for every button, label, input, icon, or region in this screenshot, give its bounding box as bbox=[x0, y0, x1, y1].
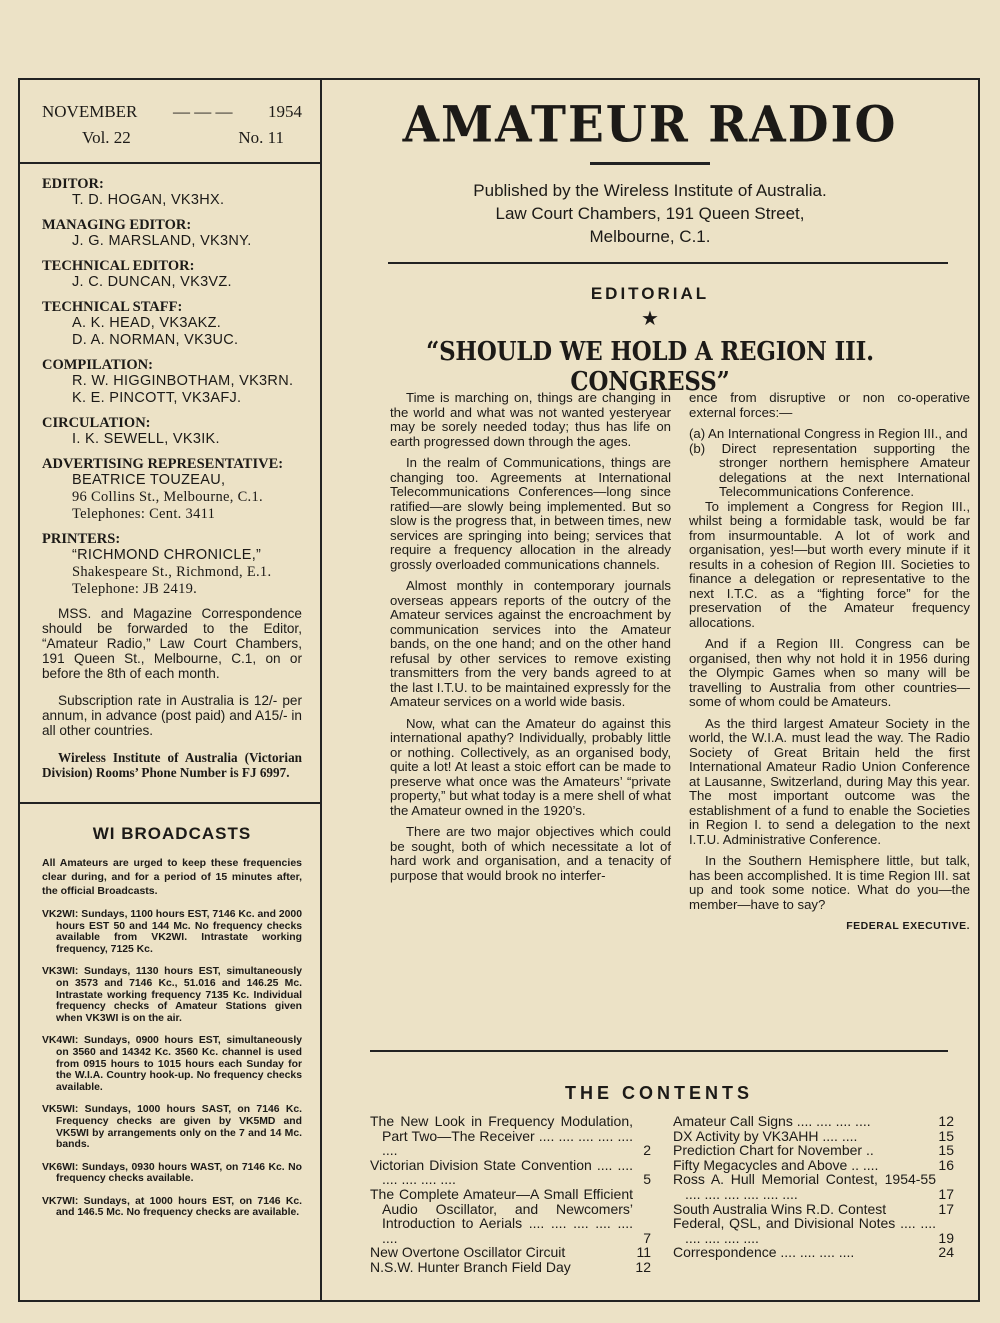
contents-item-page: 12 bbox=[938, 1113, 954, 1129]
editorial-paragraph: And if a Region III. Congress can be organised, then why not hold it in 1956 during the Olympic Games when so many will be travelling to Australia from other countries—some of whom could be Amateurs. bbox=[689, 636, 970, 709]
volume-number: Vol. 22 bbox=[82, 128, 131, 147]
issue-date bbox=[42, 102, 302, 122]
contents-item-title: The New Look in Frequency Modulation, Part Two—The Receiver .... .... .... .... .... .... bbox=[370, 1113, 633, 1159]
editorial-paragraph: Time is marching on, things are changing in the world and what was not wanted yesteryear may be sorely needed today; thus has life on earth progressed down through the ages. bbox=[390, 390, 671, 449]
staff-name: K. E. PINCOTT, VK3AFJ. bbox=[72, 390, 242, 406]
contents-right-column bbox=[673, 1114, 954, 1275]
contents-item-page: 2 bbox=[643, 1142, 651, 1159]
staff-name: A. K. HEAD, VK3AKZ. bbox=[72, 315, 222, 331]
broadcast-item: VK6WI: Sundays, 0930 hours WAST, on 7146 Kc. No frequency checks available. bbox=[42, 1161, 302, 1185]
contents-left-column bbox=[370, 1114, 651, 1275]
contents-item bbox=[673, 1129, 954, 1144]
mss-notice: MSS. and Magazine Correspondence should be forwarded to the Editor, “Amateur Radio,” Law Court Chambers, 191 Queen St., Melbourne, C.1, on or before the 8th of each month. bbox=[42, 606, 302, 681]
contents-item bbox=[370, 1114, 651, 1158]
contents-item-page: 17 bbox=[938, 1200, 954, 1217]
masthead-info-column bbox=[20, 80, 322, 1300]
subscription-notice: Subscription rate in Australia is 12/- per annum, in advance (post paid) and A15/- in all other countries. bbox=[42, 693, 302, 738]
publisher-info bbox=[322, 179, 978, 248]
editorial-column-1 bbox=[390, 391, 671, 934]
staff-name: “RICHMOND CHRONICLE,” bbox=[72, 547, 262, 563]
staff-name: 96 Collins St., Melbourne, C.1. bbox=[72, 489, 263, 505]
divider bbox=[388, 262, 948, 264]
staff-name: J. G. MARSLAND, VK3NY. bbox=[72, 233, 252, 249]
phone-notice: Wireless Institute of Australia (Victorian Division) Rooms’ Phone Number is FJ 6997. bbox=[42, 750, 302, 780]
contents-item-page: 15 bbox=[938, 1142, 954, 1159]
editorial-paragraph: There are two major objectives which could be sought, both of which necessitate a lot of hard work and organisation, and a tenacity of purpose that would brook no interfer- bbox=[390, 824, 671, 883]
staff-role: TECHNICAL STAFF: bbox=[42, 299, 183, 315]
issue-dashes: — — — bbox=[172, 102, 233, 121]
contents-item-page: 19 bbox=[938, 1229, 954, 1246]
contents-item bbox=[370, 1187, 651, 1245]
staff-name: J. C. DUNCAN, VK3VZ. bbox=[72, 274, 232, 290]
editorial-column-2-body bbox=[689, 500, 970, 913]
editorial-column-2 bbox=[689, 391, 970, 934]
contents-item bbox=[673, 1245, 954, 1260]
publisher-line: Melbourne, C.1. bbox=[589, 227, 711, 246]
contents-item-title: South Australia Wins R.D. Contest bbox=[673, 1200, 887, 1217]
wi-broadcasts-note: All Amateurs are urged to keep these frequencies clear during, and for a period of 15 minutes after, the official Broadcasts. bbox=[42, 857, 302, 897]
contents-item-page: 11 bbox=[636, 1244, 651, 1261]
divider bbox=[370, 1050, 948, 1052]
staff-name: R. W. HIGGINBOTHAM, VK3RN. bbox=[72, 373, 294, 389]
contents-item-page: 17 bbox=[938, 1185, 954, 1202]
contents-item-page: 15 bbox=[938, 1127, 954, 1144]
staff-name: T. D. HOGAN, VK3HX. bbox=[72, 192, 225, 208]
editorial-paragraph: Almost monthly in contemporary journals overseas appears reports of the outcry of the Amateur services against the encroachment by communication services into the Amateur bands, on the one hand; and on the other hand refusal by other services to remove existing transmitters from the very bands agreed to at the last I.T.U. to be maintained expressly for the Amateur services on a world wide basis. bbox=[390, 578, 671, 709]
contents-item bbox=[673, 1172, 954, 1201]
contents-item-title: Amateur Call Signs .... .... .... .... bbox=[673, 1113, 871, 1129]
contents-item-title: Prediction Chart for November .. bbox=[673, 1142, 874, 1159]
magazine-page bbox=[18, 78, 980, 1302]
divider bbox=[20, 802, 322, 804]
broadcast-item: VK2WI: Sundays, 1100 hours EST, 7146 Kc. and 2000 hours EST 50 and 144 Mc. No frequency checks available from VK2WI. Intrastate working frequency, 7125 Kc. bbox=[42, 909, 302, 955]
contents-item-page: 24 bbox=[938, 1244, 954, 1261]
contents-item-page: 12 bbox=[635, 1258, 651, 1275]
broadcast-item: VK7WI: Sundays, at 1000 hours EST, on 7146 Kc. and 146.5 Mc. No frequency checks are available. bbox=[42, 1195, 302, 1219]
editorial-list bbox=[689, 427, 970, 500]
publisher-line: Published by the Wireless Institute of Australia. bbox=[473, 181, 827, 200]
contents-item bbox=[673, 1158, 954, 1173]
wi-broadcasts-title: WI BROADCASTS bbox=[92, 824, 252, 843]
editorial-body bbox=[390, 391, 970, 934]
staff-name: I. K. SEWELL, VK3IK. bbox=[72, 431, 220, 447]
editorial-list-item: (a) An International Congress in Region III., and bbox=[689, 426, 968, 441]
staff-name: BEATRICE TOUZEAU, bbox=[72, 472, 226, 488]
editorial-paragraph: To implement a Congress for Region III., whilst being a formidable task, would be far from insurmountable. A lot of work and organisation, yes!—but worth every minute if it results in a cohesion of Region III. Societies to finance a delegation or representative to the next I.T.C. as a “fighting force” for the preservation of the Amateur frequency allocations. bbox=[689, 498, 970, 630]
divider bbox=[20, 162, 322, 164]
editorial-headline: “SHOULD WE HOLD A REGION III. CONGRESS” bbox=[426, 337, 874, 397]
contents-item-title: Ross A. Hull Memorial Contest, 1954-55 .... .... .... .... .... .... bbox=[673, 1171, 936, 1202]
issue-year: 1954 bbox=[268, 102, 302, 121]
issue-month: NOVEMBER bbox=[42, 102, 138, 121]
contents-item bbox=[673, 1216, 954, 1245]
contents-item-page: 7 bbox=[643, 1229, 651, 1246]
contents-item-title: Federal, QSL, and Divisional Notes .... .... .... .... .... .... bbox=[673, 1215, 936, 1246]
issue-volume bbox=[42, 122, 302, 148]
contents-item-title: Victorian Division State Convention .... .... .... .... .... .... bbox=[370, 1156, 633, 1188]
staff-name: Telephones: Cent. 3411 bbox=[72, 506, 216, 522]
wi-broadcast-list bbox=[42, 909, 302, 1219]
contents-item-page: 16 bbox=[938, 1156, 954, 1173]
editorial-paragraph: In the realm of Communications, things are changing too. Agreements at International Telecommunications Conferences—long since ratified—are slowly being implemented. But so slow is the progress that, in between times, new services are springing into being; services that require a frequency allocation in the already grossly overloaded communications channels. bbox=[390, 455, 671, 572]
staff-role: EDITOR: bbox=[42, 176, 104, 192]
editorial-label: EDITORIAL bbox=[590, 284, 710, 303]
contents-item-title: Fifty Megacycles and Above .. .... bbox=[673, 1156, 879, 1173]
staff-list bbox=[42, 176, 302, 598]
table-of-contents bbox=[370, 1114, 954, 1275]
staff-role: MANAGING EDITOR: bbox=[42, 217, 192, 233]
contents-item-title: The Complete Amateur—A Small Efficient Audio Oscillator, and Newcomers’ Introduction to Aerials .... .... .... .... .... .... bbox=[370, 1185, 633, 1246]
contents-title: THE CONTENTS bbox=[564, 1083, 753, 1103]
contents-item-page: 5 bbox=[643, 1171, 651, 1188]
staff-name: D. A. NORMAN, VK3UC. bbox=[72, 332, 239, 348]
contents-item-title: DX Activity by VK3AHH .... .... bbox=[673, 1127, 858, 1144]
staff-name: Shakespeare St., Richmond, E.1. bbox=[72, 564, 272, 580]
staff-name: Telephone: JB 2419. bbox=[72, 581, 198, 597]
staff-role: CIRCULATION: bbox=[42, 415, 151, 431]
main-column bbox=[322, 80, 978, 1300]
masthead-title: AMATEUR RADIO bbox=[402, 96, 898, 155]
contents-item-title: N.S.W. Hunter Branch Field Day bbox=[370, 1258, 571, 1275]
contents-item bbox=[370, 1260, 651, 1275]
staff-role: PRINTERS: bbox=[42, 531, 121, 547]
staff-role: ADVERTISING REPRESENTATIVE: bbox=[42, 456, 284, 472]
contents-item-title: Correspondence .... .... .... .... bbox=[673, 1244, 855, 1261]
contents-item bbox=[370, 1158, 651, 1187]
editorial-paragraph: As the third largest Amateur Society in the world, the W.I.A. must lead the way. The Radio Society of Great Britain held the first International Amateur Radio Union Conference at Lausanne, Switzerland, during May this year. The most important outcome was the establishment of a fund to enable the Societies in Region I. to send a delegation to the next I.T.U. Administrative Conference. bbox=[689, 715, 970, 847]
contents-item bbox=[370, 1245, 651, 1260]
staff-role: COMPILATION: bbox=[42, 357, 153, 373]
contents-item-title: New Overtone Oscillator Circuit bbox=[370, 1244, 566, 1261]
broadcast-item: VK3WI: Sundays, 1130 hours EST, simultaneously on 3573 and 7146 Kc., 51.016 and 146.25 Mc. Intrastate working frequency 7135 Kc. Individual frequency checks of Amateur Stations given when VK3WI is on the air. bbox=[42, 966, 302, 1024]
editorial-paragraph: ence from disruptive or non co-operative external forces:— bbox=[689, 390, 970, 420]
star-icon: ★ bbox=[641, 308, 659, 330]
masthead-rule bbox=[590, 162, 710, 165]
contents-item bbox=[673, 1114, 954, 1129]
contents-item bbox=[673, 1143, 954, 1158]
publisher-line: Law Court Chambers, 191 Queen Street, bbox=[495, 204, 805, 223]
contents-item bbox=[673, 1202, 954, 1217]
issue-number: No. 11 bbox=[238, 128, 284, 147]
staff-role: TECHNICAL EDITOR: bbox=[42, 258, 195, 274]
editorial-paragraph: In the Southern Hemisphere little, but talk, has been accomplished. It is time Region III. sat up and took some notice. What do you—the member—have to say? bbox=[689, 853, 970, 912]
editorial-paragraph: Now, what can the Amateur do against this international apathy? Individually, probably little or nothing. Collectively, as an organised body, quite a lot! At least a stoic effort can be made to preserve what once was the Amateurs’ “private property,” but what today is a mere shell of what the Amateur owned in the 1920’s. bbox=[390, 715, 671, 818]
editorial-signature: FEDERAL EXECUTIVE. bbox=[846, 920, 970, 932]
broadcast-item: VK5WI: Sundays, 1000 hours SAST, on 7146 Kc. Frequency checks are given by VK5MD and VK5WI by arrangements only on the 7 and 14 Mc. bands. bbox=[42, 1104, 302, 1151]
broadcast-item: VK4WI: Sundays, 0900 hours EST, simultaneously on 3560 and 14342 Kc. 3560 Kc. channel is used from 0915 hours to 1015 hours each Sunday for the W.I.A. Country hook-up. No frequency checks available. bbox=[42, 1035, 302, 1093]
editorial-list-item: (b) Direct representation supporting the stronger northern hemisphere Amateur delegations at the next International Telecommunications Conference. bbox=[689, 440, 970, 499]
